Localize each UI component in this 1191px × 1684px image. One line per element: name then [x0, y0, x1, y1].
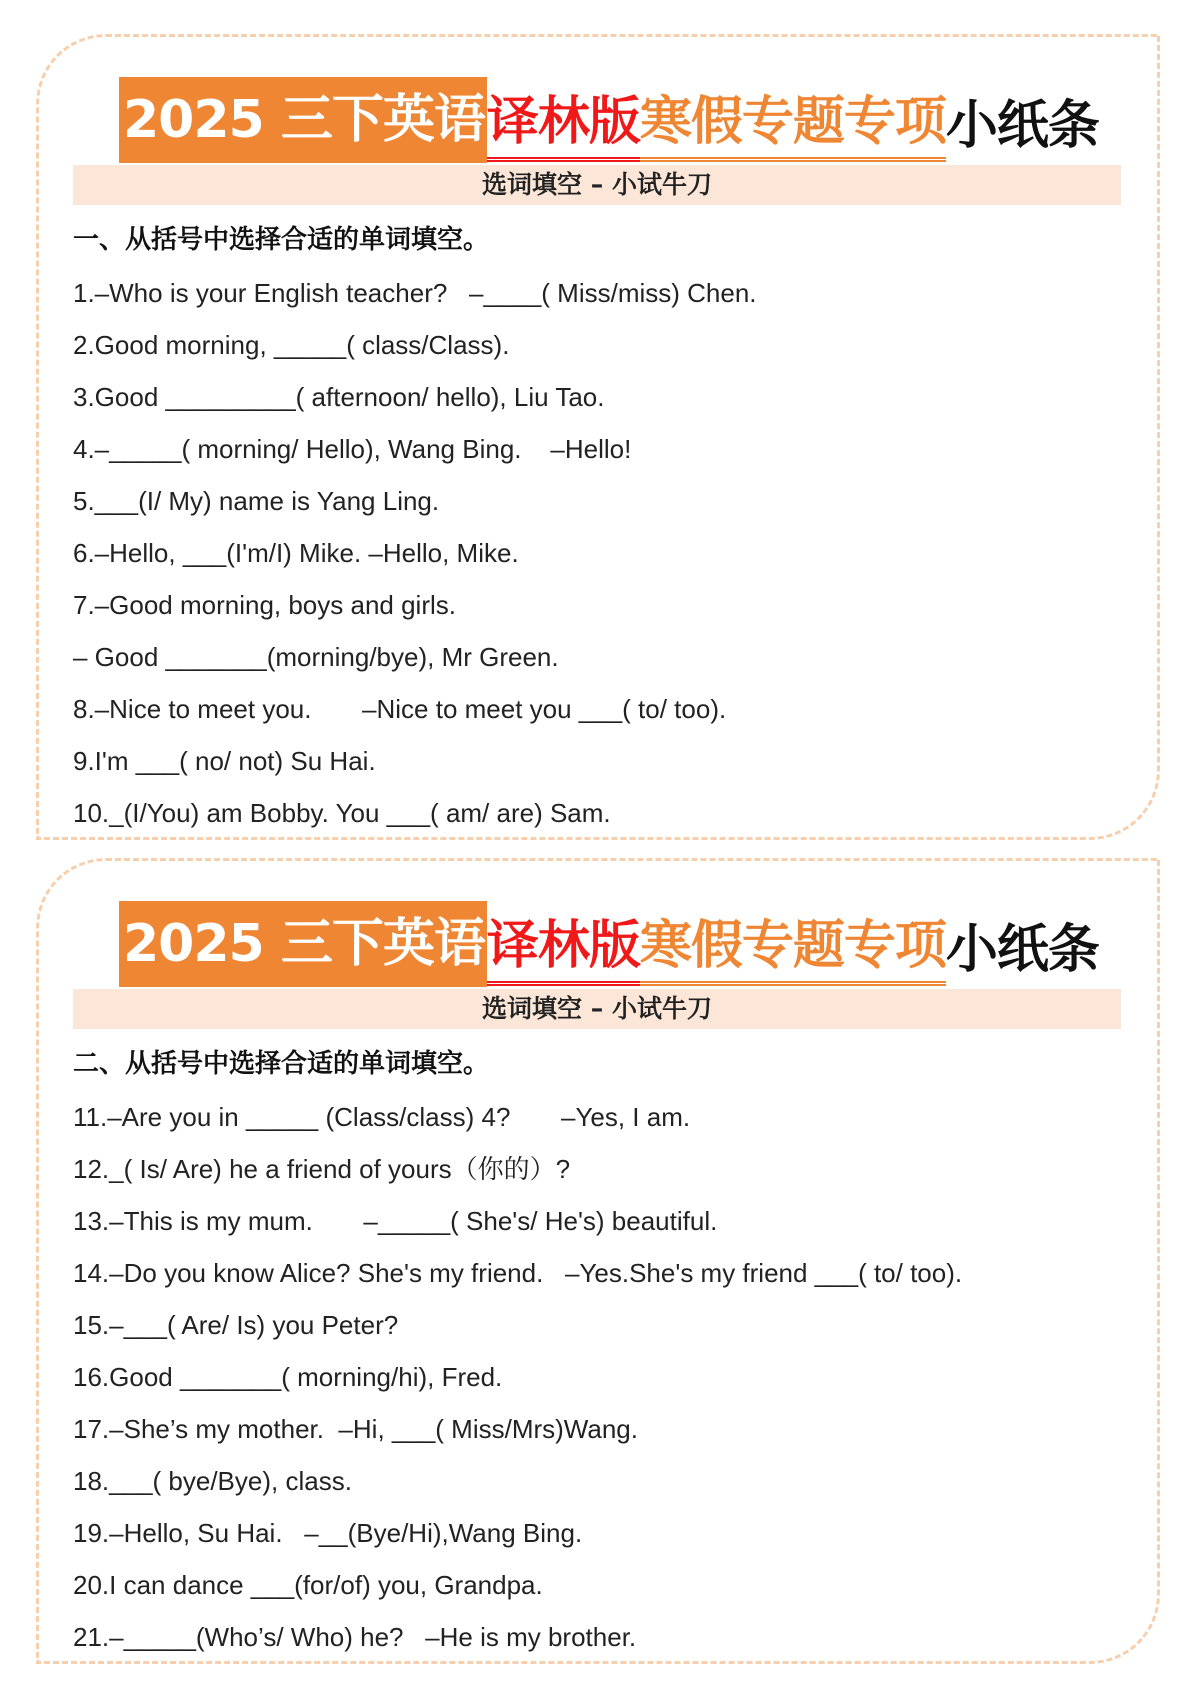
question-item: 8.–Nice to meet you. –Nice to meet you ___( to/ too). [73, 694, 727, 724]
section-heading: 二、从括号中选择合适的单词填空。 [73, 1049, 490, 1079]
question-item: 5.___(I/ My) name is Yang Ling. [73, 486, 440, 516]
question-list [73, 1091, 962, 1663]
question-item: 21.–_____(Who’s/ Who) he? –He is my brother. [73, 1622, 637, 1652]
title-part-edition: 译林版 [487, 87, 640, 162]
question-item: 16.Good _______( morning/hi), Fred. [73, 1362, 503, 1392]
question-item: 13.–This is my mum. –_____( She's/ He's) beautiful. [73, 1206, 718, 1236]
title-part-topic: 寒假专题专项 [640, 87, 946, 162]
title [119, 77, 1099, 163]
question-item: 18.___( bye/Bye), class. [73, 1466, 352, 1496]
worksheet-card-2 [36, 858, 1160, 1664]
question-item: – Good _______(morning/bye), Mr Green. [73, 642, 559, 672]
question-item: 4.–_____( morning/ Hello), Wang Bing. –Hello! [73, 434, 632, 464]
title-part-note: 小纸条 [945, 919, 1099, 980]
title-part-note: 小纸条 [945, 95, 1099, 156]
question-item: 6.–Hello, ___(I'm/I) Mike. –Hello, Mike. [73, 538, 519, 568]
title-part-topic: 寒假专题专项 [640, 911, 946, 986]
question-item: 10._(I/You) am Bobby. You ___( am/ are) Sam. [73, 798, 611, 828]
title [119, 901, 1099, 987]
question-item: 17.–She’s my mother. –Hi, ___( Miss/Mrs)Wang. [73, 1414, 638, 1444]
title-part-edition: 译林版 [487, 911, 640, 986]
section-heading: 一、从括号中选择合适的单词填空。 [73, 225, 490, 255]
question-item: 19.–Hello, Su Hai. –__(Bye/Hi),Wang Bing. [73, 1518, 583, 1548]
question-item: 12._( Is/ Are) he a friend of yours（你的）? [73, 1154, 571, 1184]
title-part-grade: 2025 三下英语 [119, 77, 487, 163]
subtitle-band: 选词填空 – 小试牛刀 [73, 989, 1121, 1029]
subtitle-band: 选词填空 – 小试牛刀 [73, 165, 1121, 205]
title-part-grade: 2025 三下英语 [119, 901, 487, 987]
question-item: 20.I can dance ___(for/of) you, Grandpa. [73, 1570, 543, 1600]
worksheet-card-1 [36, 34, 1160, 840]
question-item: 3.Good _________( afternoon/ hello), Liu Tao. [73, 382, 605, 412]
question-item: 14.–Do you know Alice? She's my friend. –Yes.She's my friend ___( to/ too). [73, 1258, 963, 1288]
question-item: 1.–Who is your English teacher? –____( Miss/miss) Chen. [73, 278, 757, 308]
question-item: 15.–___( Are/ Is) you Peter? [73, 1310, 399, 1340]
question-item: 11.–Are you in _____ (Class/class) 4? –Yes, I am. [73, 1102, 691, 1132]
question-item: 7.–Good morning, boys and girls. [73, 590, 456, 620]
question-item: 2.Good morning, _____( class/Class). [73, 330, 510, 360]
question-list [73, 267, 757, 839]
question-item: 9.I'm ___( no/ not) Su Hai. [73, 746, 376, 776]
